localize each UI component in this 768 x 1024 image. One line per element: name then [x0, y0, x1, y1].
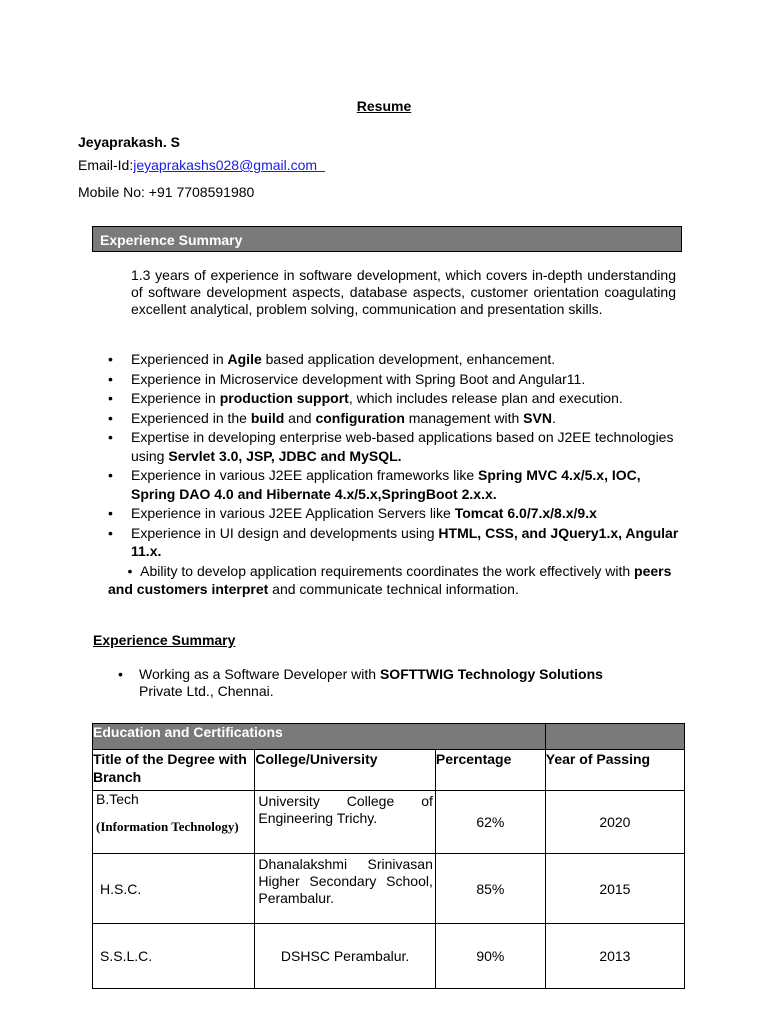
education-heading-blank [545, 724, 684, 750]
list-item: • Experience in UI design and developments using HTML, CSS, and JQuery1.x, Angular 11.x. [108, 524, 683, 561]
email-line [78, 157, 325, 173]
mobile-number: Mobile No: +91 7708591980 [78, 184, 255, 200]
education-table [92, 723, 685, 989]
education-heading: Education and Certifications [93, 724, 546, 750]
experience-intro: 1.3 years of experience in software development, which covers in-depth understanding of software development aspects, database aspects, customer orientation coagulating excellent analytical, problem solving, communication and presentation skills. [131, 267, 676, 317]
table-row [93, 854, 685, 924]
work-summary-heading: Experience Summary [93, 632, 236, 648]
col-header-year: Year of Passing [545, 750, 684, 791]
list-item: • Experience in various J2EE Application Servers like Tomcat 6.0/7.x/8.x/9.x [108, 504, 683, 523]
resume-title: Resume [356, 98, 412, 114]
table-row [93, 924, 685, 989]
list-item: • Ability to develop application requirements coordinates the work effectively with peers and customers interpret and communicate technical information. [108, 562, 672, 597]
year-cell: 2013 [545, 924, 684, 989]
year-cell: 2015 [545, 854, 684, 924]
degree-cell: S.S.L.C. [93, 924, 255, 989]
email-link[interactable]: jeyaprakashs028@gmail.com [133, 157, 318, 173]
degree-cell: H.S.C. [93, 854, 255, 924]
college-cell: DSHSC Perambalur. [255, 924, 436, 989]
college-cell: Dhanalakshmi Srinivasan Higher Secondary School, Perambalur. [255, 854, 436, 924]
list-item: • Expertise in developing enterprise web-based applications based on J2EE technologies using Servlet 3.0, JSP, JDBC and MySQL. [108, 428, 683, 465]
list-item: • Experience in various J2EE application frameworks like Spring MVC 4.x/5.x, IOC, Spring DAO 4.0 and Hibernate 4.x/5.x,SpringBoot 2.x.x. [108, 466, 683, 503]
degree-cell: B.Tech (Information Technology) [93, 791, 255, 854]
list-item: • Experience in Microservice development with Spring Boot and Angular11. [108, 370, 683, 389]
email-link-trail [317, 157, 325, 173]
col-header-college: College/University [255, 750, 436, 791]
experience-bullets [108, 350, 683, 600]
college-cell: University College of Engineering Trichy. [255, 791, 436, 854]
percentage-cell: 62% [435, 791, 545, 854]
year-cell: 2020 [545, 791, 684, 854]
list-item: • Experience in production support, which includes release plan and execution. [108, 389, 683, 408]
email-label: Email-Id: [78, 157, 134, 173]
experience-summary-bar: Experience Summary [92, 226, 682, 252]
table-row [93, 791, 685, 854]
bullet-icon: • [118, 666, 123, 682]
percentage-cell: 85% [435, 854, 545, 924]
col-header-percentage: Percentage [435, 750, 545, 791]
list-item: • Experienced in the build and configuration management with SVN. [108, 409, 683, 428]
percentage-cell: 90% [435, 924, 545, 989]
candidate-name: Jeyaprakash. S [78, 134, 180, 150]
list-item: • Experienced in Agile based application development, enhancement. [108, 350, 683, 369]
work-summary-item: • Working as a Software Developer with SOFTTWIG Technology Solutions Private Ltd., Chennai. [118, 666, 603, 699]
col-header-degree: Title of the Degree with Branch [93, 750, 255, 791]
